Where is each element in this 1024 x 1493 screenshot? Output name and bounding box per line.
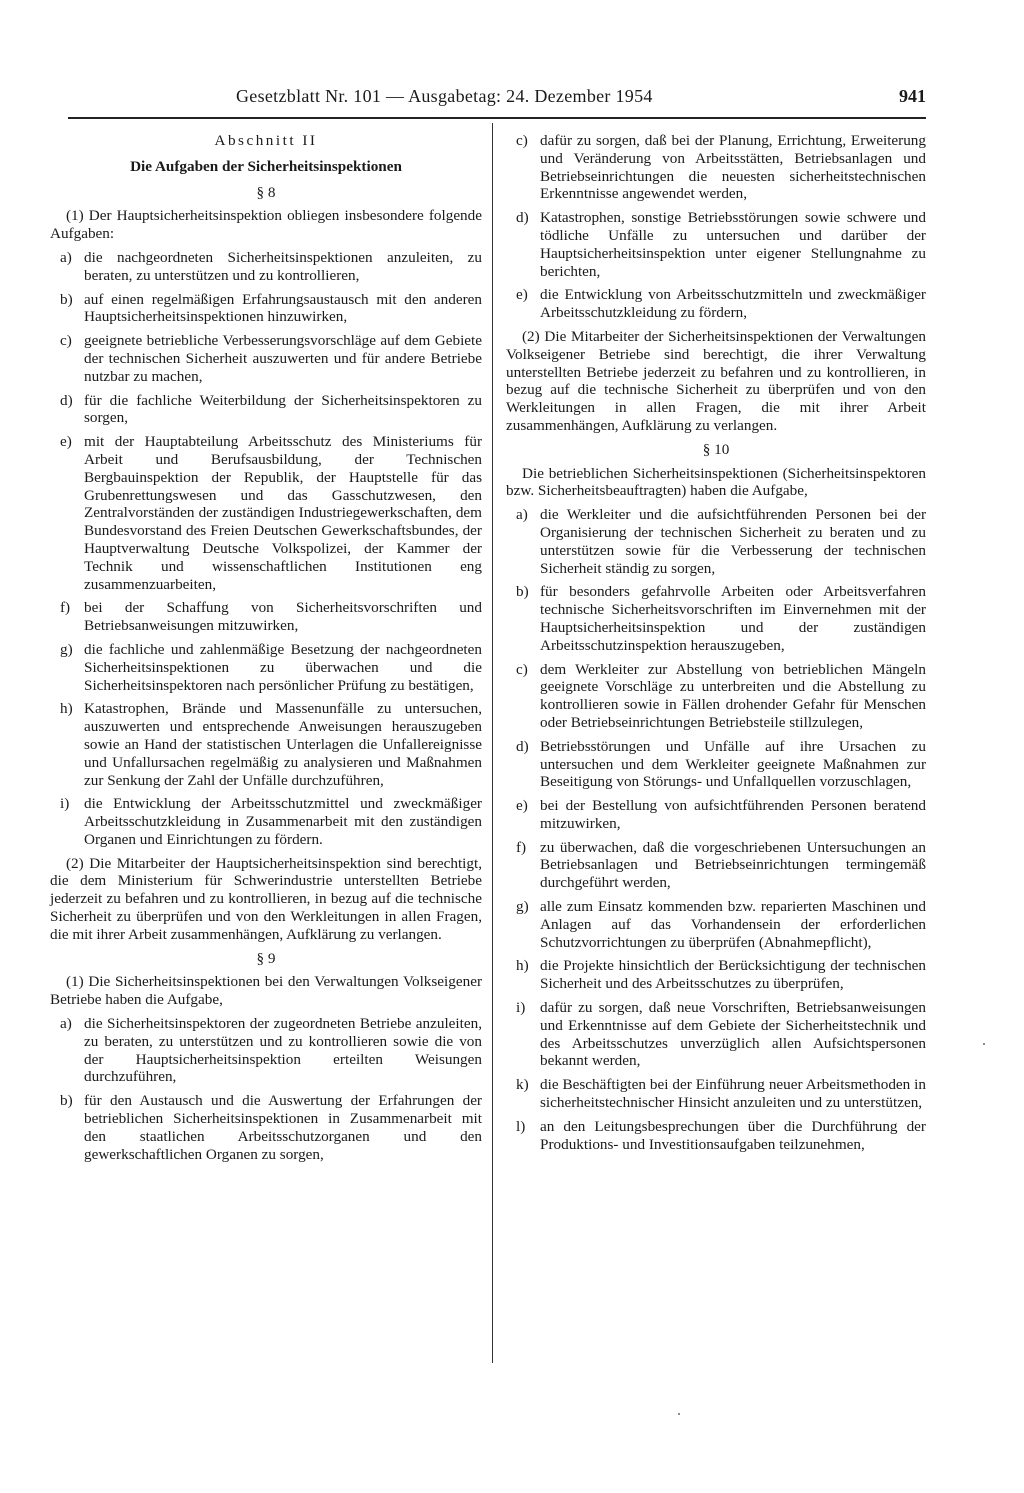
item-label: e): [60, 433, 72, 451]
item-label: d): [516, 209, 529, 227]
list-item: [50, 700, 482, 789]
item-label: c): [60, 332, 72, 350]
item-text: für besonders gefahrvolle Arbeiten oder Arbeitsverfahren technische Sicherheitsvorschriften im Einvernehmen mit der Hauptsicherheitsinspektion und der zuständigen Arbeitsschutzinspektion herauszugeben,: [540, 583, 926, 654]
list-item: [50, 249, 482, 285]
list-item: [50, 291, 482, 327]
item-text: bei der Bestellung von aufsichtführenden Personen beratend mitzuwirken,: [540, 797, 926, 832]
item-text: für die fachliche Weiterbildung der Sicherheitsinspektoren zu sorgen,: [84, 391, 482, 427]
item-label: i): [60, 795, 70, 813]
item-label: h): [516, 957, 529, 975]
list-item: [506, 1118, 926, 1154]
list-item: [50, 433, 482, 593]
list-item: [506, 583, 926, 654]
item-label: k): [516, 1076, 529, 1094]
item-text: die Beschäftigten bei der Einführung neuer Arbeitsmethoden in sicherheitstechnischer Hinsicht anzuleiten und zu unterstützen,: [540, 1076, 926, 1112]
item-text: die Entwicklung von Arbeitsschutzmitteln und zweckmäßiger Arbeitsschutzkleidung zu fördern,: [540, 286, 926, 322]
header-rule: [68, 117, 926, 119]
list-item: [506, 1076, 926, 1112]
item-label: c): [516, 132, 528, 149]
list-item: [506, 898, 926, 951]
item-text: Katastrophen, sonstige Betriebsstörungen sowie schwere und tödliche Unfälle zu untersuchen und darüber der Hauptsicherheitsinspektion unter eigener Stellungnahme zu berichten,: [540, 209, 926, 280]
list-item: [506, 999, 926, 1070]
item-text: die Sicherheitsinspektoren der zugeordneten Betriebe anzuleiten, zu beraten, zu unterstützen und zu kontrollieren sowie die von der Hauptsicherheitsinspektion erteilten Weisungen durchzuführen,: [84, 1015, 482, 1086]
scan-speck: [983, 1043, 985, 1045]
page-number: 941: [899, 86, 926, 106]
item-text: die nachgeordneten Sicherheitsinspektionen anzuleiten, zu beraten, zu unterstützen und zu kontrollieren,: [84, 248, 482, 284]
list-item: [50, 795, 482, 848]
item-label: b): [60, 290, 73, 308]
list-item: [50, 641, 482, 694]
item-label: a): [60, 248, 72, 266]
list-item: [506, 738, 926, 791]
list-item: [50, 1092, 482, 1163]
left-column: [50, 132, 482, 1169]
section-title: Die Aufgaben der Sicherheitsinspektionen: [130, 157, 402, 175]
item-label: a): [516, 506, 528, 524]
item-text: auf einen regelmäßigen Erfahrungsaustausch mit den anderen Hauptsicherheitsinspektionen hinzuwirken,: [84, 290, 482, 326]
item-text: dafür zu sorgen, daß bei der Planung, Errichtung, Erweiterung und Veränderung von Arbeitsstätten, Betriebsanlagen und Betriebseinrichtungen die neuesten sicherheitstechnischen Erkenntnisse angewendet werden,: [540, 132, 926, 203]
paragraph-8-intro: (1) Der Hauptsicherheitsinspektion obliegen insbesondere folgende Aufgaben:: [50, 207, 482, 243]
item-label: b): [516, 583, 529, 601]
list-item: [506, 797, 926, 833]
item-label: e): [516, 286, 528, 304]
item-label: l): [516, 1117, 526, 1135]
item-label: b): [60, 1092, 73, 1110]
list-item: [506, 209, 926, 280]
item-label: c): [516, 660, 528, 678]
item-text: bei der Schaffung von Sicherheitsvorschriften und Betriebsanweisungen mitzuwirken,: [84, 599, 482, 635]
item-text: die Projekte hinsichtlich der Berücksichtigung der technischen Sicherheit und des Arbeitsschutzes zu überprüfen,: [540, 957, 926, 993]
paragraph-9-heading: § 9: [256, 949, 276, 967]
list-item: [506, 506, 926, 577]
item-text: geeignete betriebliche Verbesserungsvorschläge auf dem Gebiete der technischen Sicherheit auszuwerten und für andere Betriebe nutzbar zu machen,: [84, 332, 482, 385]
item-label: g): [60, 640, 73, 658]
paragraph-9-intro: (1) Die Sicherheitsinspektionen bei den Verwaltungen Volkseigener Betriebe haben die Aufgabe,: [50, 973, 482, 1009]
item-label: h): [60, 700, 73, 718]
item-text: mit der Hauptabteilung Arbeitsschutz des Ministeriums für Arbeit und Berufsausbildung, der Technischen Bergbauinspektion der Republik, der Hauptstelle für das Grubenrettungswesen und das Gasschutzwesen, den Zentralvorständen der zuständigen Industriegewerkschaften, dem Bundesvorstand des Freien Deutschen Gewerkschaftsbundes, der Hauptverwaltung Deutsche Volkspolizei, der Kammer der Technik und wissenschaftlichen Institutionen eng zusammenzuarbeiten,: [84, 433, 482, 593]
paragraph-10-intro: Die betrieblichen Sicherheitsinspektionen (Sicherheitsinspektoren bzw. Sicherheitsbeauftragten) haben die Aufgabe,: [506, 464, 926, 500]
list-item: [50, 1015, 482, 1086]
paragraph-8-sub-2: (2) Die Mitarbeiter der Hauptsicherheitsinspektion sind berechtigt, die dem Ministerium für Schwerindustrie unterstellten Betriebe jederzeit zu befahren und zu kontrollieren, in bezug auf die technische Sicherheit zu überprüfen und von den Werkleitungen in allen Fragen, die mit ihrer Arbeit zusammenhängen, Aufklärung zu verlangen.: [50, 854, 482, 943]
section-heading: Abschnitt II: [214, 132, 318, 149]
item-label: i): [516, 999, 526, 1017]
paragraph-10-heading: § 10: [702, 440, 730, 458]
item-text: dafür zu sorgen, daß neue Vorschriften, Betriebsanweisungen und Erkenntnisse auf dem Gebiete der Sicherheitstechnik und des Arbeitsschutzes unverzüglich allen Aufsichtspersonen bekannt werden,: [540, 999, 926, 1070]
header-title: Gesetzblatt Nr. 101 — Ausgabetag: 24. Dezember 1954: [236, 86, 653, 106]
list-item: [506, 839, 926, 892]
list-item: [50, 599, 482, 635]
item-text: die Werkleiter und die aufsichtführenden Personen bei der Organisierung der technischen Sicherheit zu beraten und zu unterstützen sowie für die Verbesserung der technischen Sicherheit ständig zu sorgen,: [540, 506, 926, 577]
item-text: für den Austausch und die Auswertung der Erfahrungen der betrieblichen Sicherheitsinspektionen in Zusammenarbeit mit den staatlichen Arbeitsschutzorganen und den gewerkschaftlichen Organen zu sorgen,: [84, 1092, 482, 1163]
item-text: die fachliche und zahlenmäßige Besetzung der nachgeordneten Sicherheitsinspektionen zu überwachen und die Sicherheitsinspektoren nach persönlicher Prüfung zu bestätigen,: [84, 640, 482, 694]
item-label: f): [516, 838, 527, 856]
item-label: d): [516, 737, 529, 755]
column-divider: [492, 123, 493, 1363]
list-item: [506, 286, 926, 322]
item-text: Betriebsstörungen und Unfälle auf ihre Ursachen zu untersuchen und dem Werkleiter geeignete Maßnahmen zur Beseitigung von Störungs- und Unfallquellen vorzuschlagen,: [540, 737, 926, 791]
item-text: an den Leitungsbesprechungen über die Durchführung der Produktions- und Investitionsaufgaben teilzunehmen,: [540, 1117, 926, 1153]
item-text: die Entwicklung der Arbeitsschutzmittel und zweckmäßiger Arbeitsschutzkleidung in Zusammenarbeit mit den zuständigen Organen und Einrichtungen zu fördern.: [84, 795, 482, 848]
list-item: [506, 957, 926, 993]
item-label: f): [60, 599, 71, 617]
list-item: [506, 661, 926, 732]
item-text: dem Werkleiter zur Abstellung von betrieblichen Mängeln geeignete Vorschläge zu unterbreiten und die Abstellung zu kontrollieren sowie in Fällen drohender Gefahr für Menschen oder Betriebseinrichtungen Betriebsteile stillzulegen,: [540, 660, 926, 731]
item-label: e): [516, 797, 528, 815]
paragraph-8-heading: § 8: [256, 183, 276, 201]
scan-speck: [678, 1413, 680, 1415]
item-label: a): [60, 1015, 72, 1033]
item-label: g): [516, 898, 529, 916]
item-text: zu überwachen, daß die vorgeschriebenen Untersuchungen an Betriebsanlagen und Betriebseinrichtungen termingemäß durchgeführt werden,: [540, 838, 926, 892]
list-item: [50, 392, 482, 428]
page-header: [236, 88, 926, 114]
item-text: Katastrophen, Brände und Massenunfälle zu untersuchen, auszuwerten und entsprechende Anweisungen herauszugeben sowie an Hand der statistischen Unterlagen die Unfallereignisse und Unfallursachen regelmäßig zu analysieren und Maßnahmen zur Senkung der Zahl der Unfälle durchzuführen,: [84, 700, 482, 789]
list-item: [506, 132, 926, 203]
item-label: d): [60, 391, 73, 409]
item-text: alle zum Einsatz kommenden bzw. reparierten Maschinen und Anlagen auf das Vorhandensein der erforderlichen Schutzvorrichtungen zu überprüfen (Abnahmepflicht),: [540, 898, 926, 951]
right-column: [506, 132, 926, 1159]
list-item: [50, 332, 482, 385]
paragraph-9-sub-2: (2) Die Mitarbeiter der Sicherheitsinspektionen der Verwaltungen Volkseigener Betriebe sind berechtigt, die ihrer Verwaltung unterstellten Betriebe jederzeit zu befahren und zu kontrollieren, in bezug auf die technische Sicherheit zu überprüfen und von den Werkleitungen in allen Fragen, die mit ihrer Arbeit zusammenhängen, Aufklärung zu verlangen.: [506, 327, 926, 434]
